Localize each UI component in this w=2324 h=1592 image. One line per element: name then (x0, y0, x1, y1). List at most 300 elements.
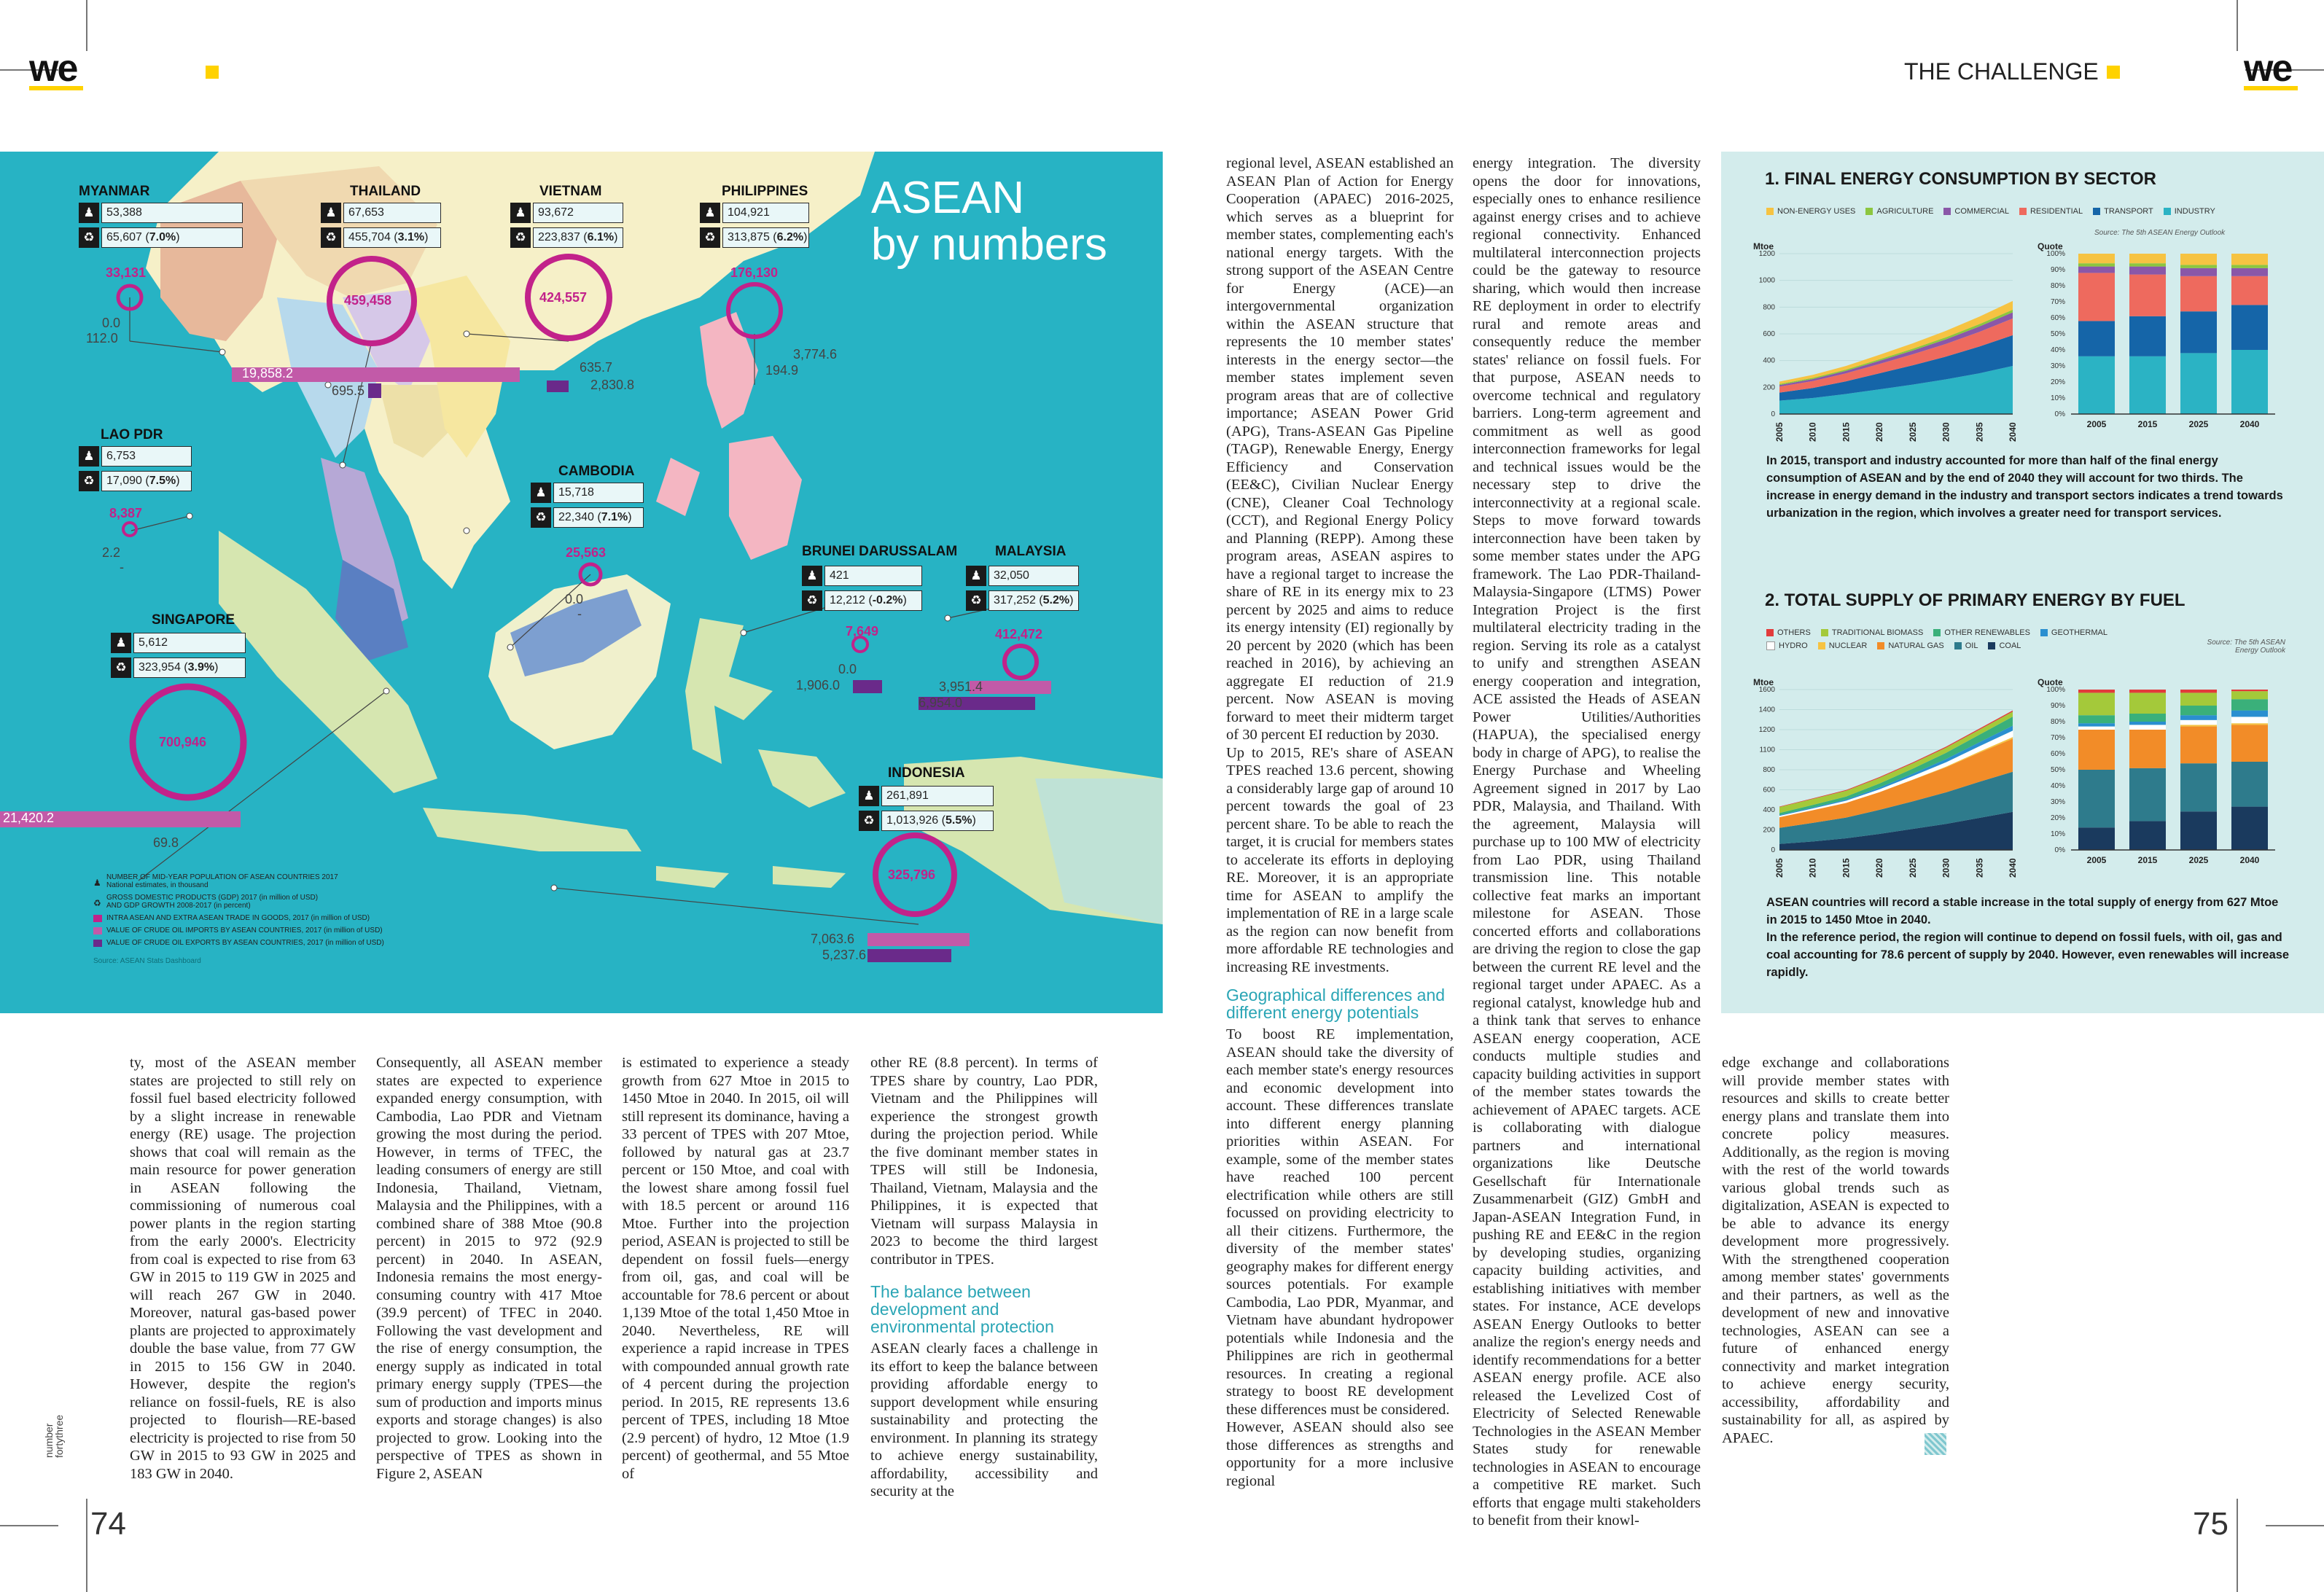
x-tick-label: 2020 (1874, 422, 1885, 442)
right-page-number: 75 (2193, 1506, 2229, 1542)
share-tick-label: 100% (2046, 686, 2065, 694)
share-tick-label: 20% (2050, 378, 2065, 386)
x-tick-label: 2015 (1841, 858, 1852, 878)
y-tick-label: 400 (1763, 356, 1775, 365)
share-bar-segment (2129, 263, 2166, 266)
share-bar-segment (2129, 690, 2166, 692)
text-column-4: other RE (8.8 percent). In terms of TPES share by country, Lao PDR, Vietnam and the Philippines will experience the strongest growth during the projection period. While the five dominant member states in TPES will still be Indonesia, Thailand, Vietnam, Malaysia and the Philippines, it is expected that Vietnam will surpass Malaysia in 2023 to become the third largest contributor in TPES. The balance between development and environmental protection ASEAN clearly faces a challenge in its effort to keep the balance between providing affordable energy to support development while ensuring sustainability and protecting the environment. In planning its strategy to achieve energy sustainability, affordability, accessibility and security at the (870, 1055, 1098, 1499)
chart1-source: Source: The 5th ASEAN Energy Outlook (2094, 229, 2226, 237)
legend-swatch (1933, 629, 1941, 636)
x-tick-label: 2035 (1974, 858, 1985, 878)
gdp-value: 22,340 (7.1%) (553, 507, 644, 528)
y-tick-label: 600 (1763, 330, 1775, 338)
legend-label: OIL (1965, 641, 1978, 650)
chart-panel (1721, 152, 2324, 1013)
share-bar-segment (2180, 254, 2217, 265)
share-bar-segment (2129, 356, 2166, 414)
legend-label: GEOTHERMAL (2051, 628, 2107, 637)
indonesia-imports-bar (867, 933, 970, 946)
share-bar-segment (2129, 730, 2166, 768)
y-tick-label: 0 (1771, 410, 1775, 418)
share-bar-segment (2078, 692, 2115, 715)
country-block-laopdr (79, 427, 192, 496)
y-tick-label: 1200 (1758, 250, 1775, 258)
share-bar-segment (2231, 723, 2268, 725)
share-tick-label: 80% (2050, 718, 2065, 726)
share-bar-segment (2129, 725, 2166, 730)
legend-swatch (93, 915, 102, 922)
gdp-stat (510, 227, 623, 248)
recycle-icon: ♻ (321, 227, 341, 248)
thailand-trade-value: 459,458 (344, 293, 392, 308)
gdp-stat (966, 590, 1079, 611)
visayas-shape (656, 458, 700, 516)
map-legend (93, 873, 472, 965)
right-logo (2244, 47, 2298, 90)
vietnam-trade-value: 424,557 (539, 290, 588, 305)
recycle-icon: ♻ (510, 227, 531, 248)
population-stat (802, 566, 957, 586)
text-column-2: Consequently, all ASEAN member states are expected to experience expanded energy consumption, with Cambodia, Lao PDR and Vietnam growing the most during the period. However, in terms of TFEC, the leading consumers of energy are still Indonesia, Thailand, Vietnam, Malaysia and the Philippines, with a combined share of 388 Mtoe (90.8 percent) in 2015 to 972 (92.9 percent) in 2040. In ASEAN, Indonesia remains the most energy-consuming country with 417 Mtoe (39.9 percent) of TFEC in 2040. Following the vast development and the rise of energy consumption, the energy supply as indicated in total primary energy supply (TPES—the sum of production and imports minus exports and storage changes) is also projected to grow. Looking into the perspective of TPES as shown in Figure 2, ASEAN (376, 1055, 602, 1482)
population-stat (510, 203, 623, 223)
recycle-icon: ♻ (859, 811, 879, 831)
legend-label: OTHERS (1777, 628, 1811, 637)
gdp-stat (802, 590, 957, 611)
section-title: THE CHALLENGE (1904, 58, 2099, 85)
share-bar-segment (2180, 311, 2217, 353)
share-tick-label: 30% (2050, 798, 2065, 806)
map-source: Source: ASEAN Stats Dashboard (93, 957, 201, 965)
legend-swatch (1766, 629, 1774, 636)
x-tick-label: 2030 (1941, 858, 1951, 878)
share-bar-segment (2078, 267, 2115, 273)
legend-entry (2040, 628, 2107, 637)
recycle-icon: ♻ (802, 590, 822, 611)
legend-swatch (1766, 208, 1774, 215)
singapore-imports-value: 21,420.2 (3, 811, 55, 825)
y-tick-label: 800 (1763, 303, 1775, 312)
gdp-stat (79, 227, 243, 248)
thailand-exports-value: 695.5 (332, 383, 365, 398)
share-bar-segment (2231, 699, 2268, 710)
crop-mark (2237, 1499, 2238, 1592)
population-value: 15,718 (553, 483, 644, 503)
share-axis-label: Quote (2038, 241, 2063, 251)
thailand-imports-value: 19,858.2 (242, 366, 294, 381)
map-title-line2: by numbers (871, 219, 1107, 270)
country-name: MYANMAR (79, 184, 150, 199)
share-bar-segment (2180, 268, 2217, 276)
legend-label: AGRICULTURE (1876, 207, 1934, 216)
country-name: SINGAPORE (152, 612, 235, 628)
share-year-label: 2015 (2137, 419, 2158, 429)
gdp-stat (111, 658, 246, 678)
crop-mark (0, 1525, 58, 1526)
share-bar-segment (2231, 762, 2268, 807)
recycle-icon: ♻ (531, 507, 551, 528)
share-bar-segment (2129, 254, 2166, 263)
population-stat (321, 203, 441, 223)
x-tick-label: 2015 (1841, 422, 1852, 442)
philippines-imports-value: 3,774.6 (793, 347, 838, 362)
legend-item: ♻ GROSS DOMESTIC PRODUCTS (GDP) 2017 (in million of USD) AND GDP GROWTH 2008-2017 (in percent) (93, 894, 319, 910)
population-stat (79, 446, 192, 467)
chart2-caption: ASEAN countries will record a stable increase in the total supply of energy from 627 Mtoe in 2015 to 1450 Mtoe in 2040. In the reference period, the region will continue to depend on fossil fuels, with oil, gas and coal accounting for 78.6 percent of supply by 2040. However, even renewables will increase rapidly. (1766, 896, 2290, 979)
legend-entry (1877, 641, 1943, 650)
share-tick-label: 30% (2050, 362, 2065, 370)
person-icon: ♟ (700, 203, 720, 223)
x-tick-label: 2020 (1874, 858, 1885, 878)
recycle-icon: ♻ (93, 898, 101, 908)
share-year-label: 2025 (2188, 855, 2209, 865)
legend-label: COMMERCIAL (1954, 207, 2009, 216)
text-column-1: ty, most of the ASEAN member states are projected to still rely on fossil fuel based electricity followed by a slight increase in renewable energy (RE) usage. The projection shows that coal will remain as the main resource for power generation in ASEAN following the commissioning of numerous coal power plants in the region starting from the early 2000's. Electricity from coal is expected to rise from 63 GW in 2015 to 119 GW in 2025 and will reach 267 GW in 2040. Moreover, natural gas-based power plants are projected to approximately double the base value, from 77 GW in 2015 to 156 GW in 2040. However, despite the region's reliance on fossil-fuels, RE is also projected to flourish—RE-based electricity is projected to rise from 50 GW in 2015 to 93 GW in 2025 and 183 GW in 2040. (130, 1055, 356, 1482)
cambodia-imports-value: 0.0 (565, 592, 584, 606)
share-tick-label: 10% (2050, 830, 2065, 838)
island-shape (656, 866, 729, 888)
person-icon: ♟ (79, 446, 99, 467)
cambodia-trade-value: 25,563 (566, 545, 607, 560)
gdp-value: 323,954 (3.9%) (133, 658, 246, 678)
legend-swatch (1943, 208, 1951, 215)
laopdr-imports-value: 2.2 (102, 545, 121, 560)
chart1-svg (1750, 232, 2304, 450)
person-icon: ♟ (531, 483, 551, 503)
share-year-label: 2040 (2239, 419, 2260, 429)
luzon-shape (700, 312, 758, 429)
recycle-icon: ♻ (111, 658, 131, 678)
y-tick-label: 1100 (1759, 746, 1775, 754)
population-stat (111, 633, 246, 653)
share-bar-segment (2231, 350, 2268, 414)
subhead-balance: The balance between development and environmental protection (870, 1282, 1054, 1336)
cambodia-exports-value: - (577, 606, 582, 621)
share-tick-label: 50% (2050, 330, 2065, 338)
island-shape (758, 749, 846, 808)
accent-square (2107, 66, 2120, 79)
legend-entry (2019, 207, 2083, 216)
share-tick-label: 100% (2046, 250, 2065, 258)
asean-map-panel (0, 152, 1163, 1013)
end-mark-icon (1925, 1433, 1946, 1455)
country-block-indonesia (859, 765, 994, 835)
left-logo (29, 47, 83, 90)
share-bar-segment (2078, 690, 2115, 692)
population-stat (79, 203, 243, 223)
population-stat (700, 203, 809, 223)
population-value: 261,891 (881, 786, 994, 806)
share-tick-label: 80% (2050, 282, 2065, 290)
person-icon: ♟ (966, 566, 986, 586)
country-block-cambodia (531, 464, 644, 532)
thailand-exports-bar (368, 383, 381, 398)
share-tick-label: 0% (2054, 410, 2065, 418)
share-tick-label: 50% (2050, 766, 2065, 774)
gdp-value: 65,607 (7.0%) (101, 227, 243, 248)
share-bar-segment (2078, 723, 2115, 726)
gdp-value: 17,090 (7.5%) (101, 471, 192, 491)
country-block-malaysia (966, 544, 1079, 615)
singapore-exports-value: 69.8 (153, 835, 179, 850)
country-block-thailand (321, 184, 441, 252)
share-bar-segment (2078, 263, 2115, 266)
myanmar-exports-value: 112.0 (86, 331, 118, 346)
x-tick-label: 2010 (1807, 858, 1818, 878)
share-bar-segment (2231, 807, 2268, 850)
indonesia-exports-value: 5,237.6 (822, 948, 867, 962)
population-value: 93,672 (533, 203, 623, 223)
gdp-value: 313,875 (6.2%) (722, 227, 809, 248)
y-tick-label: 400 (1763, 806, 1775, 814)
country-name: BRUNEI DARUSSALAM (802, 544, 958, 559)
share-bar-segment (2231, 265, 2268, 268)
issue-label: number fortythree (43, 1414, 65, 1458)
philippines-exports-value: 194.9 (765, 363, 799, 378)
country-name: MALAYSIA (995, 544, 1067, 559)
sulawesi-shape (685, 618, 773, 764)
share-bar-segment (2231, 276, 2268, 305)
share-bar-segment (2129, 714, 2166, 722)
country-block-myanmar (79, 184, 243, 252)
country-block-singapore (111, 612, 246, 682)
text-column-5: regional level, ASEAN established an ASEAN Plan of Action for Energy Cooperation (APAEC) 2016-2025, which serves as a blueprint for member states, complementing each's national energy targets. With the strong support of the ASEAN Centre for Energy (ACE)—an intergovernmental organization within the ASEAN structure that represents the 10 member states' interests in the energy sector—the member states implement seven program areas that are of collective importance; ASEAN Power Grid (APG), Trans-ASEAN Gas Pipeline (TAGP), Renewable Energy, Energy Efficiency and Conservation (EE&C), Civilian Nuclear Energy (CNE), Cleaner Coal Technology (CCT), and Regional Energy Policy and Planning (REPP). Among these program areas, ASEAN aspires to have a regional target to increase the share of RE in its energy mix to 23 percent by 2025 and aims to reduce its energy intensity (EI) regionally by 20 percent by 2020 (which has been reached in 2016), by achieving an aggregate EI reduction of 21.9 percent. Now ASEAN is moving forward to meet their midterm target of 30 percent EI reduction by 2030. Up to 2015, RE's share of ASEAN TPES reached 13.6 percent, showing a considerably large gap of around 10 percent towards the goal of 23 percent share. To be able to reach the target, it is crucial for members states to accelerate its efforts in deploying RE. Moreover, it is an appropriate time for ASEAN to amplify the implementation of RE in a large scale as the region can now benefit from more affordable RE technologies and increasing RE investments. Geographical differences and different energy potentials To boost RE implementation, ASEAN should take the diversity of each member state's energy resources and economic development into account. These differences translate into different energy planning priorities within ASEAN. For example, some of the member states have reached 100 percent electrification while others are still focussed on providing electricity to all their citizens. Furthermore, the diversity of the member states' geography makes for different energy sources potentials. For example Cambodia, Lao PDR, Myanmar, and Vietnam have abundant hydropower potentials while Indonesia and the Philippines are rich in geothermal resources. In creating a regional strategy to boost RE development these differences must be considered. However, ASEAN should also see those differences as strengths and opportunity for a more inclusive regional (1226, 155, 1454, 1489)
legend-item: VALUE OF CRUDE OIL IMPORTS BY ASEAN COUNTRIES, 2017 (in million of USD) (93, 926, 472, 934)
country-block-philippines (700, 184, 809, 252)
legend-swatch (1954, 642, 1962, 649)
subhead-geo: Geographical differences and different energy potentials (1226, 986, 1446, 1022)
x-tick-label: 2040 (2008, 858, 2018, 878)
population-value: 421 (824, 566, 922, 586)
x-tick-label: 2005 (1774, 422, 1785, 442)
share-tick-label: 60% (2050, 750, 2065, 758)
brunei-trade-circle (853, 637, 867, 652)
y-tick-label: 1400 (1758, 706, 1775, 714)
accent-square (206, 66, 219, 79)
gdp-stat (79, 471, 192, 491)
legend-label: RESIDENTIAL (2029, 207, 2083, 216)
population-value: 32,050 (989, 566, 1079, 586)
legend-swatch (2040, 629, 2048, 636)
legend-label: OTHER RENEWABLES (1944, 628, 2030, 637)
legend-entry (1766, 207, 1855, 216)
map-title-line1: ASEAN (871, 173, 1025, 223)
legend-entry (1865, 207, 1933, 216)
share-bar-segment (2180, 811, 2217, 850)
x-tick-label: 2005 (1774, 858, 1785, 878)
share-year-label: 2025 (2188, 419, 2209, 429)
share-bar-segment (2078, 321, 2115, 356)
y-axis-label: Mtoe (1753, 241, 1774, 251)
share-bar-segment (2078, 715, 2115, 723)
y-axis-label: Mtoe (1753, 677, 1774, 687)
text-column-3: is estimated to experience a steady growth from 627 Mtoe in 2015 to 1450 Mtoe in 2040. In 2015, oil will still represent its dominance, having a 33 percent of TPES with 207 Mtoe, followed by natural gas at 23.7 percent or 150 Mtoe, and coal with the lowest share among fossil fuel with 18.5 percent or around 116 Mtoe. Further into the projection period, ASEAN is projected to still be dependent on fossil fuels—energy from oil, gas, and coal will be accountable for 78.6 percent or about 1,139 Mtoe of the total 1,450 Mtoe in 2040. Nevertheless, RE will experience a rapid increase in TPES with compounded annual growth rate of 4 percent during the projection period. In 2015, RE represents 13.6 percent of TPES, including 18 Mtoe (2.9 percent) of hydro, 12 Mtoe (1.9 percent) of geothermal, and 55 Mtoe of (622, 1055, 849, 1482)
legend-swatch (1988, 642, 1995, 649)
share-tick-label: 90% (2050, 702, 2065, 710)
person-icon: ♟ (93, 878, 101, 888)
legend-swatch (93, 927, 102, 934)
legend-label: NON-ENERGY USES (1777, 207, 1856, 216)
chart2-source: Source: The 5th ASEAN Energy Outlook (2207, 639, 2285, 655)
legend-entry (1818, 641, 1868, 650)
java-shape (423, 808, 642, 851)
share-tick-label: 20% (2050, 814, 2065, 822)
person-icon: ♟ (111, 633, 131, 653)
legend-swatch (2019, 208, 2027, 215)
share-bar-segment (2231, 711, 2268, 717)
share-bar-segment (2180, 692, 2217, 706)
chart2-legend (1766, 628, 2131, 655)
gdp-stat (531, 507, 644, 528)
population-stat (966, 566, 1079, 586)
share-bar-segment (2180, 353, 2217, 414)
laopdr-trade-circle (123, 523, 136, 536)
population-value: 104,921 (722, 203, 809, 223)
x-tick-label: 2025 (1907, 422, 1918, 442)
legend-entry (2093, 207, 2153, 216)
legend-item: VALUE OF CRUDE OIL EXPORTS BY ASEAN COUNTRIES, 2017 (in million of USD) (93, 939, 472, 947)
text-column-7: edge exchange and collaborations will provide member states with resources and skills to create better energy plans and translate them into concrete policy measures. Additionally, as the region is moving with the rest of the world towards various global trends such as digitalization, ASEAN is expected to be able to advance its energy development more progressively. With the strengthened cooperation among member states' governments and their partners, as well as the development of new and innovative technologies, ASEAN can see a future of enhanced energy connectivity and market integration to achieve energy security, accessibility, affordability and sustainability for all, as aspired by APAEC. (1722, 1055, 1949, 1446)
legend-swatch (1818, 642, 1825, 649)
laopdr-trade-value: 8,387 (109, 506, 143, 520)
logo-text: we (2244, 47, 2292, 90)
share-bar-segment (2180, 265, 2217, 268)
legend-label: TRADITIONAL BIOMASS (1831, 628, 1924, 637)
legend-entry (2164, 207, 2215, 216)
share-tick-label: 90% (2050, 266, 2065, 274)
share-bar-segment (2231, 305, 2268, 350)
country-name: THAILAND (350, 184, 421, 199)
myanmar-imports-value: 0.0 (102, 316, 121, 330)
malaysia-trade-value: 412,472 (995, 627, 1043, 641)
share-year-label: 2040 (2239, 855, 2260, 865)
y-tick-label: 0 (1771, 846, 1775, 854)
y-tick-label: 200 (1763, 383, 1775, 392)
share-bar-segment (2180, 763, 2217, 811)
map-title (871, 175, 1107, 268)
legend-entry (1821, 628, 1924, 637)
share-year-label: 2005 (2086, 419, 2107, 429)
legend-swatch (1821, 629, 1828, 636)
country-name: VIETNAM (539, 184, 602, 199)
legend-label: COAL (1999, 641, 2021, 650)
share-axis-label: Quote (2038, 677, 2063, 687)
share-bar-segment (2180, 727, 2217, 764)
share-bar-segment (2129, 267, 2166, 275)
share-bar-segment (2078, 273, 2115, 321)
recycle-icon: ♻ (79, 471, 99, 491)
malaysia-imports-value: 3,951.4 (939, 679, 983, 694)
share-bar-segment (2129, 768, 2166, 822)
population-value: 53,388 (101, 203, 243, 223)
share-bar-segment (2078, 827, 2115, 850)
share-bar-segment (2231, 690, 2268, 691)
gdp-stat (859, 811, 994, 831)
mindanao-shape (729, 436, 802, 560)
share-bar-segment (2231, 691, 2268, 699)
gdp-stat (321, 227, 441, 248)
vietnam-exports-value: 2,830.8 (590, 378, 635, 392)
share-tick-label: 70% (2050, 734, 2065, 742)
population-value: 6,753 (101, 446, 192, 467)
legend-item: ♟ NUMBER OF MID-YEAR POPULATION OF ASEAN COUNTRIES 2017 National estimates, in thousand (93, 873, 338, 889)
legend-entry (1988, 641, 2021, 650)
singapore-trade-value: 700,946 (159, 735, 207, 749)
country-block-vietnam (510, 184, 623, 252)
y-tick-label: 1200 (1758, 726, 1775, 734)
x-tick-label: 2025 (1907, 858, 1918, 878)
legend-entry (1943, 207, 2009, 216)
share-bar-segment (2078, 770, 2115, 827)
brunei-imports-value: 0.0 (838, 662, 857, 676)
share-bar-segment (2129, 316, 2166, 356)
gdp-value: 223,837 (6.1%) (533, 227, 623, 248)
legend-swatch (1865, 208, 1873, 215)
share-bar-segment (2129, 821, 2166, 850)
malaysia-trade-circle (1005, 646, 1037, 678)
share-bar-segment (2129, 722, 2166, 725)
chart2-title: 2. TOTAL SUPPLY OF PRIMARY ENERGY BY FUEL (1765, 590, 2185, 610)
share-bar-segment (2180, 706, 2217, 715)
share-bar-segment (2078, 254, 2115, 263)
share-tick-label: 40% (2050, 782, 2065, 790)
share-year-label: 2005 (2086, 855, 2107, 865)
x-tick-label: 2035 (1974, 422, 1985, 442)
person-icon: ♟ (859, 786, 879, 806)
philippines-trade-value: 176,130 (730, 265, 779, 280)
y-tick-label: 1600 (1758, 686, 1775, 694)
share-bar-segment (2180, 715, 2217, 720)
legend-label: TRANSPORT (2104, 207, 2153, 216)
share-bar-segment (2231, 725, 2268, 762)
share-tick-label: 40% (2050, 346, 2065, 354)
share-tick-label: 0% (2054, 846, 2065, 854)
crop-mark (2237, 0, 2238, 51)
share-bar-segment (2180, 725, 2217, 726)
share-year-label: 2015 (2137, 855, 2158, 865)
y-tick-label: 1000 (1758, 276, 1775, 285)
legend-label: INDUSTRY (2174, 207, 2215, 216)
brunei-trade-value: 7,649 (846, 624, 879, 639)
myanmar-trade-value: 33,131 (106, 265, 147, 280)
share-bar-segment (2231, 254, 2268, 265)
share-bar-segment (2180, 720, 2217, 725)
legend-entry (1933, 628, 2030, 637)
legend-item: INTRA ASEAN AND EXTRA ASEAN TRADE IN GOODS, 2017 (in million of USD) (93, 914, 472, 922)
legend-entry (1766, 641, 1808, 650)
vietnam-exports-bar (547, 381, 569, 392)
legend-swatch (2093, 208, 2100, 215)
vietnam-imports-value: 635.7 (580, 360, 613, 375)
share-bar-segment (2078, 356, 2115, 414)
recycle-icon: ♻ (79, 227, 99, 248)
malaysia-exports-value: 6,954.0 (919, 695, 963, 710)
legend-label: NUCLEAR (1828, 641, 1868, 650)
x-tick-label: 2030 (1941, 422, 1951, 442)
crop-mark (86, 0, 87, 51)
chart1-title: 1. FINAL ENERGY CONSUMPTION BY SECTOR (1765, 169, 2156, 189)
population-stat (531, 483, 644, 503)
legend-swatch (93, 940, 102, 947)
country-name: INDONESIA (888, 765, 965, 781)
person-icon: ♟ (802, 566, 822, 586)
recycle-icon: ♻ (966, 590, 986, 611)
gdp-stat (700, 227, 809, 248)
share-bar-segment (2231, 268, 2268, 276)
brunei-exports-bar (853, 680, 882, 693)
population-value: 67,653 (343, 203, 441, 223)
x-tick-label: 2010 (1807, 422, 1818, 442)
indonesia-exports-bar (867, 949, 951, 962)
